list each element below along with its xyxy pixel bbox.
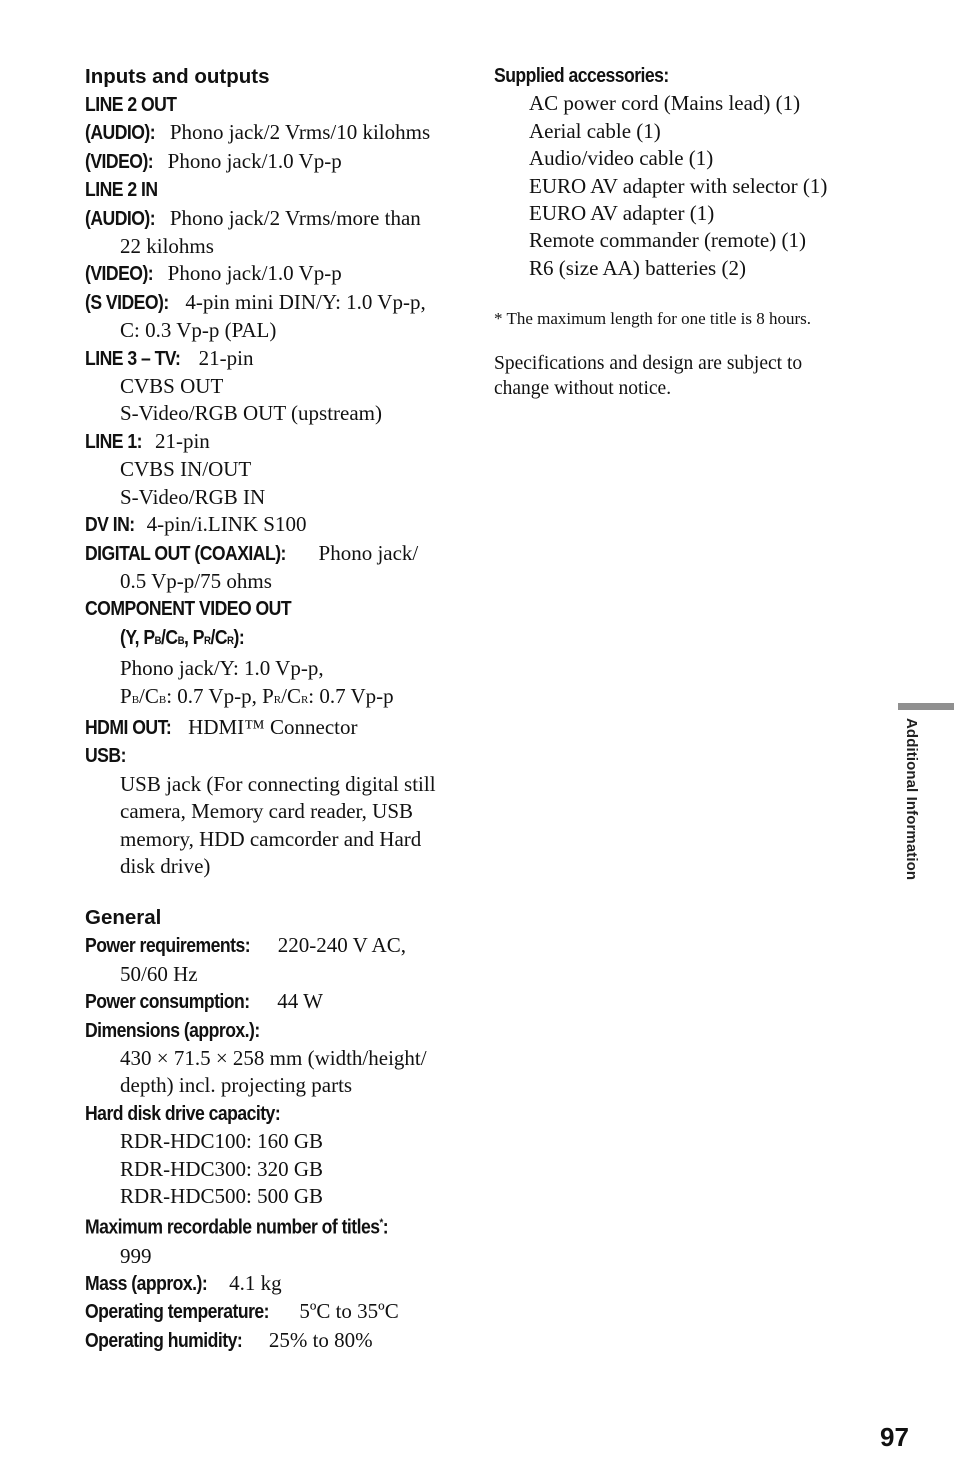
spec-line: (VIDEO): Phono jack/1.0 Vp-p bbox=[85, 148, 342, 173]
spec-line: Operating temperature: 5ºC to 35ºC bbox=[85, 1299, 399, 1324]
spec-line: 22 kilohms bbox=[120, 234, 214, 259]
spec-line: COMPONENT VIDEO OUT bbox=[85, 598, 292, 621]
spec-line: Hard disk drive capacity: bbox=[85, 1102, 281, 1125]
spec-line: Phono jack/Y: 1.0 Vp-p, bbox=[120, 656, 324, 681]
spec-line: Maximum recordable number of titles*: bbox=[85, 1217, 389, 1240]
spec-line: (AUDIO): Phono jack/2 Vrms/10 kilohms bbox=[85, 120, 431, 145]
list-item: Audio/video cable (1) bbox=[529, 146, 714, 171]
list-item: Aerial cable (1) bbox=[529, 118, 661, 143]
side-tab-label: Additional Information bbox=[903, 718, 920, 881]
spec-line: HDMI OUT: HDMI™ Connector bbox=[85, 714, 358, 739]
spec-line: USB: bbox=[85, 745, 126, 768]
list-item: Remote commander (remote) (1) bbox=[529, 228, 806, 253]
spec-line: RDR-HDC500: 500 GB bbox=[120, 1184, 324, 1209]
page-number: 97 bbox=[880, 1422, 909, 1452]
spec-line: DIGITAL OUT (COAXIAL): Phono jack/ bbox=[85, 540, 419, 565]
spec-line: disk drive) bbox=[120, 853, 211, 878]
spec-line: 50/60 Hz bbox=[120, 961, 198, 986]
section-heading-accessories: Supplied accessories: bbox=[494, 65, 669, 87]
spec-line: 999 bbox=[120, 1243, 152, 1268]
spec-line: (Y, PB/CB, PR/CR): bbox=[120, 626, 245, 649]
right-column bbox=[494, 62, 874, 401]
list-item: EURO AV adapter (1) bbox=[529, 201, 715, 226]
spec-line: DV IN: 4-pin/i.LINK S100 bbox=[85, 512, 307, 537]
spec-line: S-Video/RGB IN bbox=[120, 484, 266, 509]
notice-line: change without notice. bbox=[494, 377, 672, 399]
spec-line: LINE 3 – TV: 21-pin bbox=[85, 345, 254, 370]
spec-line: USB jack (For connecting digital still bbox=[120, 771, 436, 796]
left-column bbox=[85, 62, 470, 1355]
spec-line: C: 0.3 Vp-p (PAL) bbox=[120, 318, 277, 343]
side-tab bbox=[900, 718, 924, 908]
spec-line: memory, HDD camcorder and Hard bbox=[120, 826, 422, 851]
spec-line: LINE 2 IN bbox=[85, 179, 158, 202]
spec-line: Power requirements: 220-240 V AC, bbox=[85, 933, 406, 958]
spec-line: Operating humidity: 25% to 80% bbox=[85, 1327, 373, 1352]
spec-line: camera, Memory card reader, USB bbox=[120, 799, 414, 824]
spec-line: Dimensions (approx.): bbox=[85, 1019, 260, 1042]
spec-line: CVBS OUT bbox=[120, 374, 224, 399]
footnote: * The maximum length for one title is 8 hours. bbox=[494, 309, 811, 329]
section-heading-general: General bbox=[85, 906, 162, 930]
spec-line: (AUDIO): Phono jack/2 Vrms/more than bbox=[85, 205, 421, 230]
spec-line: RDR-HDC300: 320 GB bbox=[120, 1156, 324, 1181]
spec-line: CVBS IN/OUT bbox=[120, 457, 252, 482]
notice-line: Specifications and design are subject to bbox=[494, 353, 803, 375]
list-item: EURO AV adapter with selector (1) bbox=[529, 173, 828, 198]
list-item: AC power cord (Mains lead) (1) bbox=[529, 91, 801, 116]
spec-line: 430 × 71.5 × 258 mm (width/height/ bbox=[120, 1046, 427, 1070]
spec-line: RDR-HDC100: 160 GB bbox=[120, 1129, 324, 1154]
spec-line: Mass (approx.): 4.1 kg bbox=[85, 1270, 282, 1295]
section-tab-marker bbox=[898, 703, 954, 710]
spec-line: Power consumption: 44 W bbox=[85, 989, 323, 1014]
spec-line: LINE 2 OUT bbox=[85, 94, 177, 116]
spec-line: PB/CB: 0.7 Vp-p, PR/CR: 0.7 Vp-p bbox=[120, 683, 394, 708]
spec-line: S-Video/RGB OUT (upstream) bbox=[120, 401, 382, 426]
spec-line: (S VIDEO): 4-pin mini DIN/Y: 1.0 Vp-p, bbox=[85, 289, 426, 314]
spec-line: (VIDEO): Phono jack/1.0 Vp-p bbox=[85, 261, 342, 286]
spec-line: 0.5 Vp-p/75 ohms bbox=[120, 568, 272, 593]
list-item: R6 (size AA) batteries (2) bbox=[529, 255, 746, 280]
spec-line: LINE 1: 21-pin bbox=[85, 428, 210, 453]
spec-line: depth) incl. projecting parts bbox=[120, 1073, 353, 1098]
section-heading-inputs: Inputs and outputs bbox=[85, 65, 270, 88]
